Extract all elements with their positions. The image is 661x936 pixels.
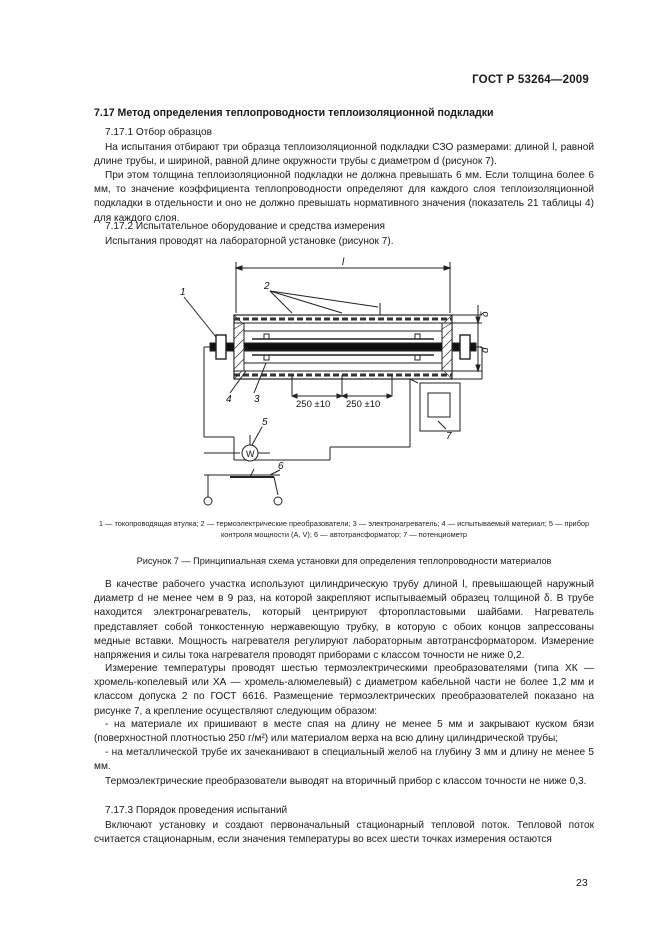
paragraph: В качестве рабочего участка используют цилиндрическую трубу длиной l, превышающей наружный диаметр d не менее чем в 9 раз, на которой закрепляют испытываемый образец толщиной δ. В трубе находится электронагреватель, который центрируют фторопластовыми шайбами. Нагреватель представляет собой тонкостенную нержавеющую трубку, в которую с обоих концов запрессованы медные вставки. Мощность нагревателя регулируют лабораторным автотрансформатором. Измерение напряжения и силы тока нагревателя проводят приборами с классом точности не ниже 0,2. [94, 579, 594, 662]
arrowhead [476, 365, 480, 371]
label-2: 2 [264, 281, 270, 292]
subsection-heading-sampling: 7.17.1 Отбор образцов [105, 127, 212, 138]
label-4: 4 [226, 394, 232, 405]
arrowhead [387, 394, 392, 398]
leader-line [184, 297, 216, 337]
paragraph: Термоэлектрические преобразователи выводят на вторичный прибор с классом точности не ниже 0,3. [105, 776, 587, 787]
label-7: 7 [446, 431, 452, 442]
end-bushing-right [460, 335, 470, 359]
label-dim-250-left: 250 ±10 [296, 399, 331, 410]
section-title: 7.17 Метод определения теплопроводности теплоизоляционной подкладки [94, 107, 494, 119]
figure-caption: Рисунок 7 — Принципиальная схема установки для определения теплопроводности материалов [136, 556, 552, 566]
label-delta: δ [480, 311, 491, 317]
wire [274, 477, 278, 495]
arrowhead [236, 266, 242, 270]
label-6: 6 [278, 461, 284, 472]
wire [410, 379, 418, 383]
label-dim-250-right: 250 ±10 [346, 399, 381, 410]
label-1: 1 [180, 287, 186, 298]
label-3: 3 [254, 394, 260, 405]
label-w: W [246, 449, 255, 459]
subsection-heading-procedure: 7.17.3 Порядок проведения испытаний [105, 805, 288, 816]
arrowhead [342, 394, 347, 398]
label-d: d [480, 347, 491, 353]
paragraph: Испытания проводят на лабораторной установке (рисунок 7). [105, 236, 394, 247]
label-l: l [342, 257, 345, 268]
subsection-heading-equipment: 7.17.2 Испытательное оборудование и средства измерения [105, 221, 385, 232]
supply-terminal [274, 497, 282, 505]
paragraph: На испытания отбирают три образца теплоизоляционной подкладки СЗО размерами: длиной l, равной длине трубы, и шириной, равной длине окружности трубы с диаметром d (рисунок 7). [94, 142, 594, 168]
page-number: 23 [576, 877, 588, 889]
end-bushing-left [216, 335, 226, 359]
arrowhead [444, 266, 450, 270]
list-item: - на материале их пришивают в месте спая на длину не менее 5 мм и закрывают куском бязи (поверхностной плотностью 250 г/м²) или материалом верха на всю длину цилиндрической трубы; [94, 719, 594, 745]
paragraph: Включают установку и создают первоначальный стационарный тепловой поток. Тепловой поток считается стационарным, если значения температуры во всех шести точках измерения остаются [94, 820, 594, 846]
list-item: - на металлической трубе их зачеканивают в специальный желоб на глубину 3 мм и длину не менее 5 мм. [94, 747, 594, 773]
paragraph: Измерение температуры проводят шестью термоэлектрическими преобразователями (типа ХК — хромель-копелевый или ХА — хромель-алюмелевый) с диаметром кабельной части не более 1,2 мм и классом допуска 2 по ГОСТ 6616. Размещение термоэлектрических преобразователей показано на рисунке 7, а крепление осуществляют следующим образом: [94, 663, 594, 717]
supply-terminal [204, 497, 212, 505]
potentiometer-display [428, 393, 450, 417]
paragraph: При этом толщина теплоизоляционной подкладки не должна превышать 6 мм. Если толщина более 6 мм, то значение коэффициента теплопроводности определяют для каждого слоя теплоизоляционной подкладки в отдельности и оно не должно превышать нормативного значения (показатель 21 таблицы 4) для каждого слоя. [94, 170, 594, 224]
figure-legend: 1 — токопроводящая втулка; 2 — термоэлектрические преобразователи; 3 — электронагреватель; 4 — испытываемый материал; 5 — прибор контроля мощности (А, V); 6 — автотрансформатор; 7 — потенциометр [98, 519, 590, 539]
leader-line [252, 427, 262, 445]
arrowhead [292, 394, 297, 398]
leader-line [270, 291, 378, 307]
document-header: ГОСТ Р 53264—2009 [472, 74, 589, 86]
label-5: 5 [262, 417, 268, 428]
autotransformer-slider [250, 469, 254, 477]
central-rod [210, 343, 476, 351]
figure-7-schematic [170, 255, 510, 513]
